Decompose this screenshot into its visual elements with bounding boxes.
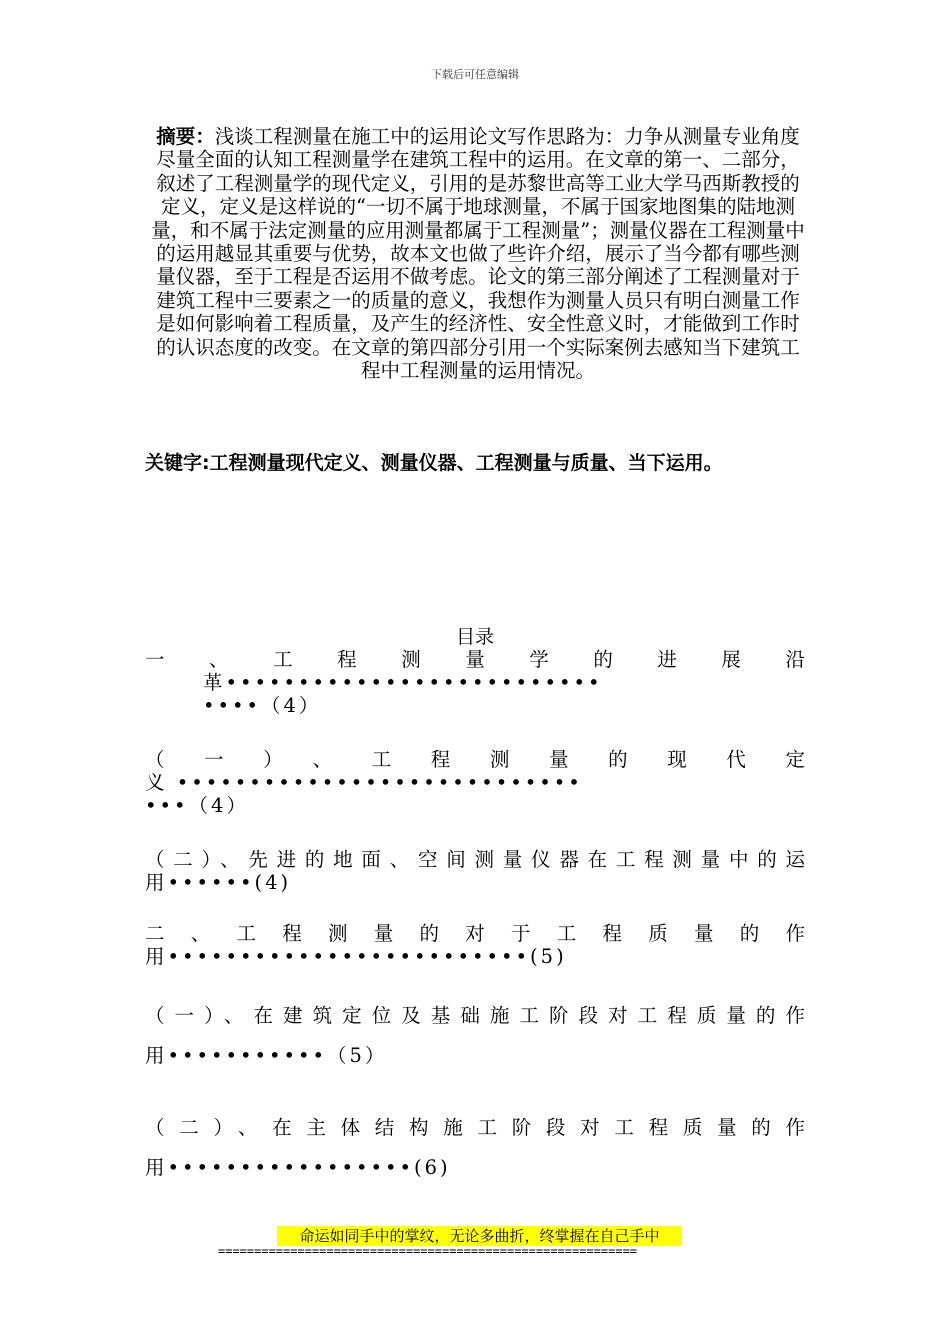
toc-title: 目录	[455, 626, 494, 648]
toc-entry-1-page: ••••（4）	[203, 694, 322, 717]
abstract-text: 浅谈工程测量在施工中的运用论文写作思路为：力争从测量专业角度尽量全面的认知工程测量学在建筑工程中的运用。在文章的第一、二部分，叙述了工程测量学的现代定义，引用的是苏黎世高等工业大学马西斯教授的定义，定义是这样说的“一切不属于地球测量，不属于国家地图集的陆地测量，和不属于法定测量的应用测量都属于工程测量”；测量仪器在工程测量中的运用越显其重要与优势，故本文也做了些许介绍，展示了当今都有哪些测量仪器，至于工程是否运用不做考虑。论文的第三部分阐述了工程测量对于建筑工程中三要素之一的质量的意义，我想作为测量人员只有明白测量工作是如何影响着工程质量，及产生的经济性、安全性意义时，才能做到工作时的认识态度的改变。在文章的第四部分引用一个实际案例去感知当下建筑工程中工程测量的运用情况。	[151, 125, 805, 383]
abstract-label: 摘要：	[156, 125, 215, 148]
toc-entry-1-leader: 革••••••••••••••••••••••••••	[203, 671, 603, 694]
keywords: 关键字:工程测量现代定义、测量仪器、工程测量与质量、当下运用。	[145, 452, 723, 474]
toc-entry-3[interactable]	[145, 848, 805, 894]
toc-entry-6-title: （二）、在主体结构施工阶段对工程质量的作	[145, 1116, 805, 1139]
toc-entry-1[interactable]	[145, 648, 805, 717]
toc-entry-3-leader: 用••••••(4)	[145, 871, 292, 894]
toc-entry-5[interactable]	[145, 996, 805, 1076]
toc-entry-4[interactable]	[145, 922, 805, 968]
toc-entry-2-page: •••（4）	[145, 794, 249, 817]
footer-rule: ==========================================================	[218, 1244, 638, 1258]
toc-entry-6[interactable]	[145, 1108, 805, 1188]
abstract-paragraph	[148, 125, 808, 382]
toc-entry-1-title: 一、工程测量学的进展沿	[145, 648, 805, 671]
footer-motto: 命运如同手中的掌纹，无论多曲折，终掌握在自己手中	[277, 1226, 682, 1246]
toc-entry-3-title: （二）、先进的地面、空间测量仪器在工程测量中的运	[145, 848, 805, 871]
toc-entry-2-leader: 义 ••••••••••••••••••••••••••••	[145, 771, 583, 794]
toc-entry-2-title: （一）、工程测量的现代定	[145, 748, 805, 771]
toc-entry-4-title: 二、工程测量的对于工程质量的作	[145, 922, 805, 945]
toc-entry-5-title: （一）、在建筑定位及基础施工阶段对工程质量的作	[145, 1004, 805, 1027]
toc-entry-4-leader: 用•••••••••••••••••••••••••(5)	[145, 945, 567, 968]
toc-entry-2[interactable]	[145, 748, 805, 817]
toc-entry-6-leader: 用•••••••••••••••••(6)	[145, 1156, 451, 1179]
header-note: 下载后可任意编辑	[431, 68, 519, 81]
toc-entry-5-leader: 用•••••••••••（5）	[145, 1044, 388, 1067]
